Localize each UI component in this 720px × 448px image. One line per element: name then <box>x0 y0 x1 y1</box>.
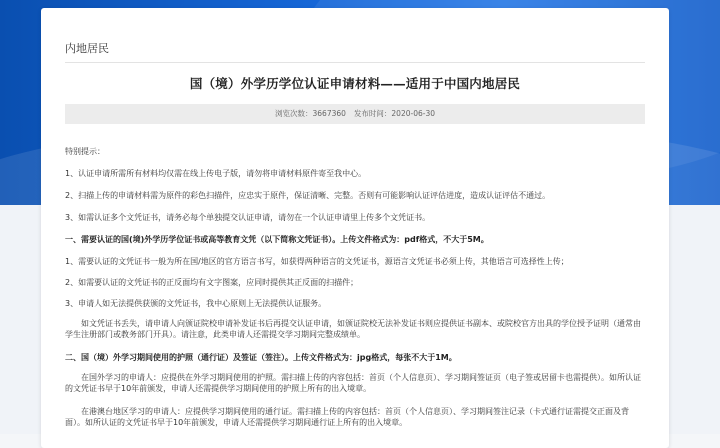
abroad-paragraph: 在国外学习的申请人：应提供在外学习期间使用的护照。需扫描上传的内容包括：首页（个人信息页）、学习期间签证页（电子签或居留卡也需提供）。如所认证的文凭证书早于10年前颁发，申请人还需提供学习期间使用的护照上所有的出入境章。 <box>65 373 641 393</box>
tip-item-1: 1、认证申请所需所有材料均仅需在线上传电子版，请勿将申请材料原件寄至我中心。 <box>65 169 367 178</box>
publish-date <box>354 109 435 118</box>
lost-certificate-paragraph: 如文凭证书丢失，请申请人向颁证院校申请补发证书后再提交认证申请，如颁证院校无法补发证书则应提供证书副本、或院校官方出具的学位授予证明（通常由学生注册部门或教务部门开具）。请注意，此类申请人还需提交学习期间完整成绩单。 <box>65 319 641 339</box>
article-meta <box>65 104 645 124</box>
views-value: 3667360 <box>312 109 346 118</box>
section-1-item-3: 3、申请人如无法提供获颁的文凭证书，我中心原则上无法提供认证服务。 <box>65 299 327 308</box>
views-label: 浏览次数： <box>275 109 313 118</box>
tip-heading: 特别提示： <box>65 147 105 156</box>
section-1-heading: 一、需要认证的国(境)外学历学位证书或高等教育文凭（以下简称文凭证书）。上传文件格式为：pdf格式，不大于5M。 <box>65 235 489 244</box>
divider <box>65 62 645 63</box>
date-value: 2020-06-30 <box>391 109 435 118</box>
views-count <box>275 109 346 118</box>
section-2-heading: 二、国（境）外学习期间使用的护照（通行证）及签证（签注）。上传文件格式为：jpg格式，每张不大于1M。 <box>65 353 457 362</box>
page-title: 国（境）外学历学位认证申请材料——适用于中国内地居民 <box>189 76 521 91</box>
hkmo-paragraph: 在港澳台地区学习的申请人：应提供学习期间使用的通行证。需扫描上传的内容包括：首页（个人信息页）、学习期间签注记录（卡式通行证需提交正面及背面）。如所认证的文凭证书早于10年前颁发，申请人还需提供学习期间通行证上所有的出入境章。 <box>65 407 629 427</box>
section-1-item-2: 2、如需要认证的文凭证书的正反面均有文字图案，应同时提供其正反面的扫描件； <box>65 278 359 287</box>
article-card <box>41 8 669 448</box>
tip-item-2: 2、扫描上传的申请材料需为原件的彩色扫描件，应忠实于原件，保证清晰、完整。否则有可能影响认证评估进度，造成认证评估不通过。 <box>65 191 551 200</box>
section-1-item-1: 1、需要认证的文凭证书一般为所在国/地区的官方语言书写，如获得两种语言的文凭证书，源语言文凭证书必须上传，其他语言可选择性上传； <box>65 257 569 266</box>
breadcrumb[interactable]: 内地居民 <box>65 42 109 55</box>
tip-item-3: 3、如需认证多个文凭证书，请务必每个单独提交认证申请，请勿在一个认证申请里上传多个文凭证书。 <box>65 213 431 222</box>
date-label: 发布时间： <box>353 109 392 118</box>
